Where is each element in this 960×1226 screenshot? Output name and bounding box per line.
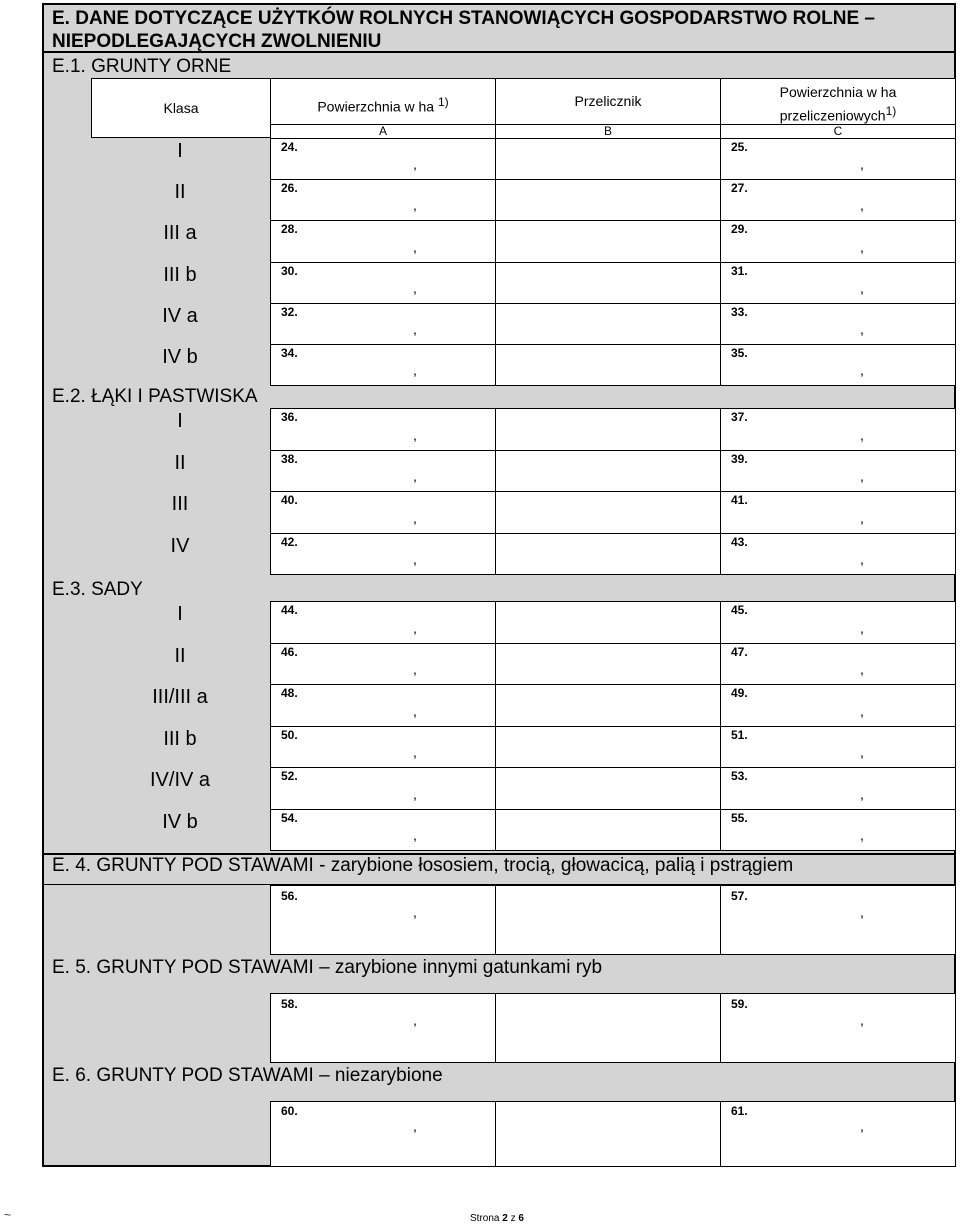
- e1-field-c-number: 31.: [731, 263, 748, 278]
- e6-field-a-number: 60.: [281, 1104, 298, 1118]
- e6-field-c-comma: ,: [860, 1118, 864, 1134]
- e1-row-klasa: IV a: [162, 304, 198, 327]
- e1-field-a-number: 32.: [281, 304, 298, 319]
- e1-field-a-number: 30.: [281, 263, 298, 278]
- header-converter: Przelicznik: [574, 93, 642, 109]
- e1-field-a-number: 24.: [281, 140, 298, 154]
- e3-row-klasa: IV b: [162, 810, 198, 833]
- e1-field-c-comma: ,: [860, 279, 864, 296]
- letter-b: B: [603, 124, 612, 138]
- e3-field-a[interactable]: [270, 809, 496, 852]
- e3-field-a[interactable]: [270, 643, 496, 686]
- e1-field-c-comma: ,: [860, 156, 864, 173]
- e3-field-c-number: 45.: [731, 603, 748, 617]
- e3-field-a[interactable]: [270, 726, 496, 769]
- e5-field-b[interactable]: [495, 993, 721, 1063]
- e1-field-b[interactable]: [495, 344, 721, 386]
- e2-field-a[interactable]: [270, 491, 496, 534]
- e3-field-c[interactable]: [720, 767, 956, 810]
- e2-field-c-comma: ,: [860, 426, 864, 443]
- e3-field-b[interactable]: [495, 809, 721, 852]
- e2-field-c-comma: ,: [860, 551, 864, 567]
- e3-field-c-number: 55.: [731, 810, 748, 825]
- e3-title: E.3. SADY: [52, 579, 143, 600]
- e5-field-a-comma: ,: [413, 1012, 417, 1028]
- e1-field-a[interactable]: [270, 138, 496, 180]
- e4-field-a-number: 56.: [281, 889, 298, 903]
- e3-field-b[interactable]: [495, 643, 721, 686]
- e1-field-c-number: 27.: [731, 181, 748, 196]
- e1-field-c-number: 33.: [731, 304, 748, 319]
- e6-field-a[interactable]: [270, 1101, 496, 1167]
- header-converted-line2: przeliczeniowych: [779, 107, 886, 124]
- e3-field-c-number: 47.: [731, 644, 748, 659]
- e1-field-b[interactable]: [495, 179, 721, 221]
- e2-field-b[interactable]: [495, 491, 721, 534]
- e5-field-a[interactable]: [270, 993, 496, 1063]
- e5-title: E. 5. GRUNTY POD STAWAMI – zarybione innymi gatunkami ryb: [52, 957, 603, 978]
- e1-field-a-comma: ,: [413, 197, 417, 214]
- e3-field-b[interactable]: [495, 601, 721, 644]
- e1-field-c-comma: ,: [860, 362, 864, 379]
- e6-field-b[interactable]: [495, 1101, 721, 1167]
- e3-field-c-comma: ,: [860, 702, 864, 719]
- e2-field-c[interactable]: [720, 450, 956, 493]
- e3-field-a-number: 52.: [281, 769, 298, 783]
- e1-field-a-comma: ,: [413, 238, 417, 255]
- e2-field-a-number: 38.: [281, 451, 298, 466]
- e1-field-a-comma: ,: [413, 156, 417, 173]
- e2-row-klasa: I: [177, 410, 183, 432]
- e3-field-c-comma: ,: [860, 827, 864, 843]
- section-e-title-line2: NIEPODLEGAJĄCYCH ZWOLNIENIU: [52, 31, 382, 52]
- e3-field-c-number: 51.: [731, 727, 748, 742]
- e2-field-b[interactable]: [495, 408, 721, 451]
- e4-field-a[interactable]: [270, 885, 496, 955]
- e2-field-a-comma: ,: [413, 551, 417, 567]
- e1-field-a[interactable]: [270, 344, 496, 386]
- e3-field-c-comma: ,: [860, 744, 864, 760]
- e4-field-c-number: 57.: [731, 889, 748, 903]
- e6-field-c[interactable]: [720, 1101, 956, 1167]
- e1-field-c-number: 29.: [731, 222, 748, 237]
- e1-row-klasa: I: [177, 140, 183, 162]
- header-klasa: Klasa: [163, 100, 199, 116]
- e2-field-a-number: 42.: [281, 534, 298, 549]
- e2-field-a[interactable]: [270, 533, 496, 576]
- e1-field-b[interactable]: [495, 220, 721, 262]
- e3-field-a[interactable]: [270, 601, 496, 644]
- e1-field-c[interactable]: [720, 303, 956, 345]
- e3-field-a-comma: ,: [413, 619, 417, 636]
- letter-a-cell: [270, 124, 496, 139]
- e2-field-a[interactable]: [270, 450, 496, 493]
- e3-field-a-comma: ,: [413, 785, 417, 802]
- e2-field-c-number: 39.: [731, 451, 748, 466]
- e3-row-klasa: IV/IV a: [149, 769, 211, 791]
- e2-field-a-comma: ,: [413, 426, 417, 443]
- e1-row-klasa: IV b: [162, 346, 198, 368]
- e3-field-c[interactable]: [720, 601, 956, 644]
- header-klasa-cell: [91, 78, 271, 138]
- e1-field-b[interactable]: [495, 138, 721, 180]
- e5-field-a-number: 58.: [281, 997, 298, 1011]
- e1-field-a-comma: ,: [413, 320, 417, 337]
- e3-field-c[interactable]: [720, 643, 956, 686]
- e3-field-c[interactable]: [720, 726, 956, 769]
- e5-field-c-comma: ,: [860, 1012, 864, 1028]
- e5-field-c-number: 59.: [731, 997, 748, 1011]
- e2-row-klasa: II: [174, 451, 186, 474]
- e1-field-a[interactable]: [270, 220, 496, 262]
- section-e-title-line1: E. DANE DOTYCZĄCE UŻYTKÓW ROLNYCH STANOWIĄCYCH GOSPODARSTWO ROLNE –: [52, 8, 875, 29]
- letter-a: A: [378, 124, 387, 138]
- e3-field-a-number: 54.: [281, 810, 298, 825]
- e3-field-c-number: 53.: [731, 769, 748, 783]
- e1-field-b[interactable]: [495, 262, 721, 304]
- header-converted-cell: [720, 78, 956, 125]
- e2-field-c-number: 43.: [731, 534, 748, 549]
- e1-row-klasa: III b: [163, 263, 197, 286]
- e2-field-b[interactable]: [495, 533, 721, 576]
- letter-b-cell: [495, 124, 721, 139]
- header-converter-cell: [495, 78, 721, 125]
- e1-field-b[interactable]: [495, 303, 721, 345]
- page-current: 2: [502, 1213, 508, 1224]
- e1-field-c[interactable]: [720, 179, 956, 221]
- e6-field-a-comma: ,: [413, 1118, 417, 1134]
- e3-row-klasa: III/III a: [152, 686, 208, 708]
- e3-field-c-comma: ,: [860, 619, 864, 636]
- e4-field-a-comma: ,: [413, 904, 417, 920]
- e1-field-c[interactable]: [720, 220, 956, 262]
- e1-field-a-number: 28.: [281, 222, 298, 237]
- e1-field-c[interactable]: [720, 262, 956, 304]
- e4-field-c-comma: ,: [860, 904, 864, 920]
- e3-field-b[interactable]: [495, 767, 721, 810]
- e3-field-b[interactable]: [495, 726, 721, 769]
- e1-field-c-comma: ,: [860, 238, 864, 255]
- e3-field-c-comma: ,: [860, 785, 864, 802]
- e1-title: E.1. GRUNTY ORNE: [52, 56, 232, 77]
- e3-field-c[interactable]: [720, 809, 956, 852]
- e2-field-c[interactable]: [720, 533, 956, 576]
- e2-title: E.2. ŁĄKI I PASTWISKA: [52, 386, 258, 407]
- e2-row-klasa: III: [171, 493, 189, 515]
- e4-field-c[interactable]: [720, 885, 956, 955]
- page-prefix: Strona: [470, 1213, 500, 1224]
- page-total: 6: [518, 1213, 524, 1224]
- e2-field-a-number: 40.: [281, 493, 298, 507]
- e1-field-c-comma: ,: [860, 197, 864, 214]
- e3-field-a[interactable]: [270, 767, 496, 810]
- e2-field-c-number: 41.: [731, 493, 748, 507]
- header-converted-note: 1): [885, 104, 897, 118]
- e4-title: E. 4. GRUNTY POD STAWAMI - zarybione łososiem, trocią, głowacicą, palią i pstrągiem: [52, 855, 794, 876]
- e3-field-a[interactable]: [270, 684, 496, 727]
- e6-title: E. 6. GRUNTY POD STAWAMI – niezarybione: [52, 1065, 443, 1086]
- e3-row-klasa: II: [174, 644, 186, 667]
- e3-field-c-number: 49.: [731, 686, 748, 700]
- e3-field-a-number: 46.: [281, 644, 298, 659]
- e3-field-a-comma: ,: [413, 661, 417, 677]
- e6-field-c-number: 61.: [731, 1104, 748, 1118]
- e3-row-klasa: I: [177, 603, 183, 625]
- section-e-title: [44, 5, 954, 53]
- page-sep: z: [510, 1213, 516, 1224]
- e1-row-klasa: III a: [163, 222, 197, 245]
- e2-field-a-comma: ,: [413, 468, 417, 484]
- e3-field-a-number: 50.: [281, 727, 298, 742]
- e3-row-klasa: III b: [163, 727, 197, 750]
- e3-field-a-number: 44.: [281, 603, 298, 617]
- e3-field-a-comma: ,: [413, 744, 417, 760]
- e2-field-c-comma: ,: [860, 468, 864, 484]
- e3-field-b[interactable]: [495, 684, 721, 727]
- e1-field-a-number: 26.: [281, 181, 298, 196]
- e1-field-a[interactable]: [270, 179, 496, 221]
- corner-mark: ~: [4, 1208, 12, 1222]
- e2-field-c-number: 37.: [731, 410, 748, 424]
- e2-field-a-comma: ,: [413, 509, 417, 526]
- header-area: Powierzchnia w ha: [317, 98, 435, 115]
- header-converted-line1: Powierzchnia w ha: [779, 84, 897, 100]
- e1-field-a[interactable]: [270, 262, 496, 304]
- e1-row-klasa: II: [174, 181, 186, 204]
- e3-field-a-comma: ,: [413, 702, 417, 719]
- e1-field-c[interactable]: [720, 344, 956, 386]
- e2-field-a-number: 36.: [281, 410, 298, 424]
- header-area-cell: [270, 78, 496, 125]
- e4-field-b[interactable]: [495, 885, 721, 955]
- e1-field-c-comma: ,: [860, 320, 864, 337]
- e1-field-a-number: 34.: [281, 346, 298, 360]
- e3-field-a-number: 48.: [281, 686, 298, 700]
- e1-field-c-number: 35.: [731, 346, 748, 360]
- e1-field-c-number: 25.: [731, 140, 748, 154]
- e2-row-klasa: IV: [170, 534, 190, 557]
- e2-field-a[interactable]: [270, 408, 496, 451]
- page-number: [470, 1213, 524, 1224]
- letter-c: C: [833, 124, 843, 138]
- e2-field-c-comma: ,: [860, 509, 864, 526]
- letter-c-cell: [720, 124, 956, 139]
- header-area-note: 1): [437, 95, 449, 109]
- e3-field-c[interactable]: [720, 684, 956, 727]
- e2-field-c[interactable]: [720, 408, 956, 451]
- e1-field-a-comma: ,: [413, 279, 417, 296]
- e1-field-c[interactable]: [720, 138, 956, 180]
- e3-field-c-comma: ,: [860, 661, 864, 677]
- e1-field-a[interactable]: [270, 303, 496, 345]
- e3-field-a-comma: ,: [413, 827, 417, 843]
- e5-field-c[interactable]: [720, 993, 956, 1063]
- e2-field-b[interactable]: [495, 450, 721, 493]
- e2-field-c[interactable]: [720, 491, 956, 534]
- e1-field-a-comma: ,: [413, 362, 417, 379]
